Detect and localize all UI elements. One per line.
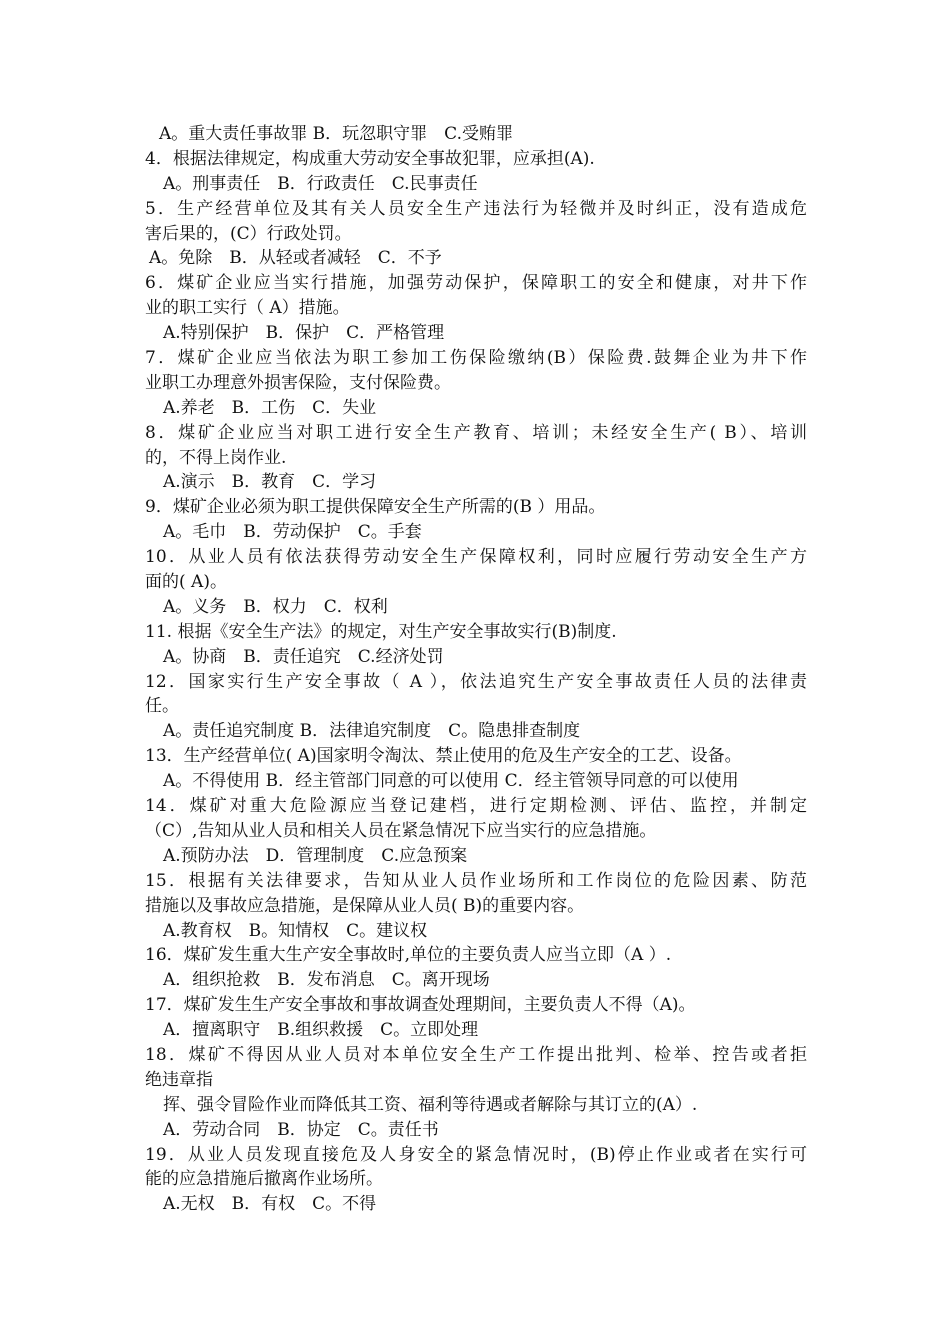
options-line: A。不得使用 B．经主管部门同意的可以使用 C．经主管领导同意的可以使用: [163, 771, 739, 792]
question-line: （C）,告知从业人员和相关人员在紧急情况下应当实行的应急措施。: [145, 820, 657, 841]
question-line: 16．煤矿发生重大生产安全事故时,单位的主要负责人应当立即（A ）.: [145, 945, 672, 966]
question-line: 4．根据法律规定，构成重大劳动安全事故犯罪，应承担(A).: [145, 148, 595, 169]
options-line: A。毛巾 B．劳动保护 C。手套: [163, 522, 422, 543]
options-line: A。义务 B．权力 C．权利: [163, 596, 388, 617]
options-line: A．劳动合同 B．协定 C。责任书: [163, 1119, 439, 1140]
question-line: 5．生产经营单位及其有关人员安全生产违法行为轻微并及时纠正，没有造成危: [145, 198, 807, 219]
question-line: 13．生产经营单位( A)国家明令淘汰、禁止使用的危及生产安全的工艺、设备。: [145, 746, 742, 767]
options-line: A．组织抢救 B．发布消息 C。离开现场: [163, 970, 490, 991]
options-line: A。责任追究制度 B．法律追究制度 C。隐患排查制度: [163, 721, 581, 742]
options-line: A．擅离职守 B.组织救援 C。立即处理: [163, 1020, 479, 1041]
question-line: 9．煤矿企业必须为职工提供保障安全生产所需的(B ）用品。: [145, 497, 606, 518]
options-line: A.教育权 B。知情权 C。建议权: [163, 920, 428, 941]
options-line: A。刑事责任 B．行政责任 C.民事责任: [163, 173, 478, 194]
question-line: 18．煤矿不得因从业人员对本单位安全生产工作提出批判、检举、控告或者拒: [145, 1044, 807, 1065]
options-line: A。免除 B．从轻或者减轻 C．不予: [149, 248, 442, 269]
options-line: A。重大责任事故罪 B．玩忽职守罪 C.受贿罪: [159, 124, 513, 144]
question-line: 6．煤矿企业应当实行措施，加强劳动保护，保障职工的安全和健康，对井下作: [145, 273, 807, 294]
options-line: A.无权 B．有权 C。不得: [163, 1194, 377, 1215]
question-line: 挥、强令冒险作业而降低其工资、福利等待遇或者解除与其订立的(A）.: [163, 1094, 698, 1115]
options-line: A.特别保护 B．保护 C．严格管理: [163, 323, 445, 344]
question-line: 19．从业人员发现直接危及人身安全的紧急情况时，(B)停止作业或者在实行可: [145, 1144, 807, 1165]
question-line: 措施以及事故应急措施，是保障从业人员( B)的重要内容。: [145, 895, 585, 916]
question-line: 15．根据有关法律要求，告知从业人员作业场所和工作岗位的危险因素、防范: [145, 870, 807, 891]
question-line: 12．国家实行生产安全事故（ A ），依法追究生产安全事故责任人员的法律责: [145, 671, 807, 692]
question-line: 14．煤矿对重大危险源应当登记建档，进行定期检测、评估、监控，并制定: [145, 796, 807, 817]
options-line: A.预防办法 D．管理制度 C.应急预案: [163, 845, 468, 866]
question-line: 7．煤矿企业应当依法为职工参加工伤保险缴纳(B）保险费.鼓舞企业为井下作: [145, 348, 807, 369]
question-line: 面的( A)。: [145, 572, 227, 593]
question-line: 害后果的，(C）行政处罚。: [145, 223, 352, 244]
question-line: 任。: [145, 696, 179, 717]
question-line: 11. 根据《安全生产法》的规定，对生产安全事故实行(B)制度.: [145, 621, 617, 642]
options-line: A.演示 B．教育 C．学习: [163, 472, 377, 493]
question-line: 8．煤矿企业应当对职工进行安全生产教育、培训；未经安全生产( B）、培训: [145, 422, 807, 443]
question-line: 绝违章指: [145, 1069, 213, 1090]
question-line: 能的应急措施后撤离作业场所。: [145, 1169, 383, 1190]
question-line: 10．从业人员有依法获得劳动安全生产保障权利，同时应履行劳动安全生产方: [145, 547, 807, 568]
document-body: [145, 122, 807, 1217]
question-line: 业职工办理意外损害保险，支付保险费。: [145, 372, 451, 393]
options-line: A。协商 B．责任追究 C.经济处罚: [163, 646, 444, 667]
question-line: 17．煤矿发生生产安全事故和事故调查处理期间，主要负责人不得（A)。: [145, 995, 696, 1016]
question-line: 业的职工实行（ A）措施。: [145, 298, 350, 319]
question-line: 的，不得上岗作业.: [145, 447, 287, 468]
options-line: A.养老 B．工伤 C．失业: [163, 397, 377, 418]
